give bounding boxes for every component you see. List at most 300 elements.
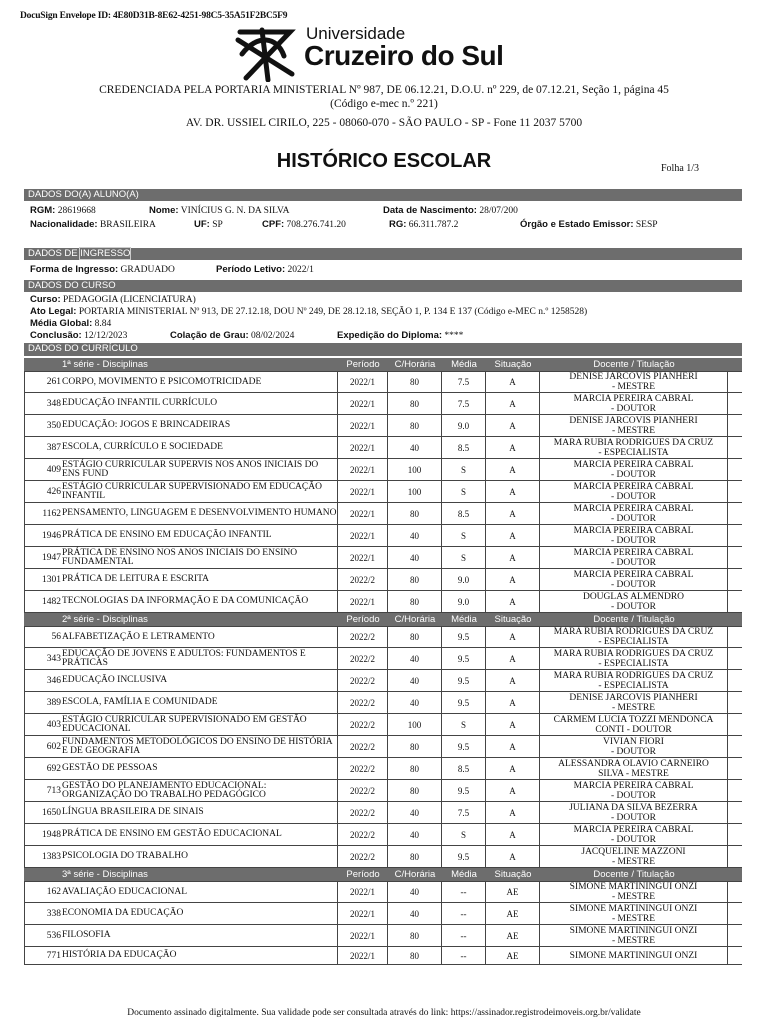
discipline-media: 9.5 [442,846,486,867]
discipline-media: 7.5 [442,393,486,414]
discipline-media: S [442,714,486,735]
table-row [24,569,742,591]
discipline-carga-horaria: 40 [388,903,442,924]
col-carga-horaria: C/Horária [394,359,436,370]
discipline-name: AVALIAÇÃO EDUCACIONAL [62,882,338,902]
discipline-periodo: 2022/1 [338,903,388,924]
discipline-carga-horaria: 100 [388,459,442,480]
series-title: 2ª série - Disciplinas [62,614,148,625]
nome-field [149,205,290,216]
media-global-field [30,318,111,329]
discipline-code: 261 [24,372,62,392]
emec-code: (Código e-mec n.º 221) [330,98,438,110]
docente-titulacao: - DOUTOR [611,579,656,590]
discipline-periodo: 2022/1 [338,925,388,946]
discipline-carga-horaria: 80 [388,503,442,524]
discipline-code: 387 [24,437,62,458]
section-curriculo-header: DADOS DO CURRÍCULO [24,343,742,356]
discipline-media: 9.5 [442,648,486,669]
discipline-name: GESTÃO DO PLANEJAMENTO EDUCACIONAL: ORGANIZAÇÃO DO TRABALHO PEDAGÓGICO [62,780,338,801]
discipline-docente [540,758,728,779]
table-row [24,736,742,758]
discipline-periodo: 2022/1 [338,393,388,414]
docente-name: JULIANA DA SILVA BEZERRA [569,802,698,813]
discipline-code: 350 [24,415,62,436]
colacao-label: Colação de Grau: [170,330,249,341]
discipline-situacao: A [486,372,540,392]
discipline-carga-horaria: 80 [388,846,442,867]
docente-name: CARMEM LUCIA TOZZI MENDONCA [553,714,714,725]
docente-name: MARCIA PEREIRA CABRAL [573,824,694,835]
discipline-docente [540,802,728,823]
discipline-periodo: 2022/1 [338,503,388,524]
ingresso-title-a: DADOS DE [28,248,81,259]
table-row [24,947,742,965]
uf-label: UF: [194,219,210,230]
series-header [24,613,742,626]
docente-name: ALESSANDRA OLAVIO CARNEIRO [558,758,709,769]
discipline-periodo: 2022/2 [338,846,388,867]
cpf-value: 708.276.741.20 [286,220,346,230]
discipline-carga-horaria: 40 [388,824,442,845]
discipline-media: 8.5 [442,758,486,779]
curso-field [30,294,196,305]
discipline-periodo: 2022/2 [338,627,388,647]
discipline-media: S [442,459,486,480]
col-periodo: Período [346,614,380,625]
discipline-name: GESTÃO DE PESSOAS [62,758,338,779]
discipline-situacao: AE [486,925,540,946]
discipline-carga-horaria: 40 [388,802,442,823]
discipline-media: 9.5 [442,670,486,691]
forma-value: GRADUADO [120,265,175,275]
ato-legal-field [30,306,587,317]
rgm-label: RGM: [30,205,56,216]
docente-titulacao: - DOUTOR [611,812,656,823]
discipline-docente [540,459,728,480]
table-row [24,626,742,648]
nacionalidade-label: Nacionalidade: [30,219,98,230]
discipline-situacao: A [486,670,540,691]
discipline-name: EDUCAÇÃO INFANTIL CURRÍCULO [62,393,338,414]
docente-name: DOUGLAS ALMENDRO [582,591,685,602]
discipline-code: 713 [24,780,62,801]
discipline-name: PRÁTICA DE LEITURA E ESCRITA [62,569,338,590]
discipline-media: -- [442,903,486,924]
discipline-periodo: 2022/1 [338,882,388,902]
media-global-label: Média Global: [30,318,93,329]
footer-signature-note: Documento assinado digitalmente. Sua validade pode ser consultada através do link: https://assinador.registrodeimoveis.org.br/validate [127,1008,641,1018]
col-docente: Docente / Titulação [593,359,675,370]
discipline-situacao: AE [486,903,540,924]
table-row [24,525,742,547]
discipline-docente [540,846,728,867]
discipline-carga-horaria: 80 [388,591,442,612]
discipline-docente [540,415,728,436]
discipline-name: ESCOLA, FAMÍLIA E COMUNIDADE [62,692,338,713]
expedicao-value: **** [444,331,464,341]
discipline-docente [540,714,728,735]
periodo-letivo-field [216,264,314,275]
discipline-docente [540,925,728,946]
discipline-situacao: A [486,692,540,713]
discipline-periodo: 2022/1 [338,481,388,502]
docente-name: MARA RUBIA RODRIGUES DA CRUZ [553,627,714,637]
discipline-docente [540,627,728,647]
discipline-situacao: A [486,627,540,647]
discipline-situacao: A [486,503,540,524]
discipline-carga-horaria: 100 [388,481,442,502]
table-row [24,758,742,780]
discipline-name: ESTÁGIO CURRICULAR SUPERVISIONADO EM GESTÃO EDUCACIONAL [62,714,338,735]
docente-titulacao: - MESTRE [611,382,655,392]
discipline-media: -- [442,882,486,902]
expedicao-label: Expedição do Diploma: [337,330,443,341]
discipline-code: 536 [24,925,62,946]
docente-titulacao: SILVA - MESTRE [598,768,669,779]
discipline-carga-horaria: 80 [388,758,442,779]
ato-value: PORTARIA MINISTERIAL Nº 913, DE 27.12.18, DOU Nº 249, DE 28.12.18, SEÇÃO 1, P. 134 E 137 (Código e-MEC n.º 1258528) [78,307,588,317]
table-row [24,802,742,824]
discipline-periodo: 2022/2 [338,714,388,735]
uf-value: SP [212,220,223,230]
docente-name: MARCIA PEREIRA CABRAL [573,780,694,791]
discipline-situacao: A [486,547,540,568]
discipline-situacao: A [486,758,540,779]
col-media: Média [451,359,477,370]
discipline-code: 1948 [24,824,62,845]
col-periodo: Período [346,359,380,370]
discipline-periodo: 2022/1 [338,459,388,480]
table-row [24,692,742,714]
docente-name: JACQUELINE MAZZONI [581,846,686,857]
discipline-name: PENSAMENTO, LINGUAGEM E DESENVOLVIMENTO HUMANO [62,503,338,524]
docente-titulacao: - DOUTOR [611,491,656,502]
docente-name: MARCIA PEREIRA CABRAL [573,481,694,492]
discipline-media: 8.5 [442,437,486,458]
discipline-situacao: A [486,481,540,502]
discipline-name: ESTÁGIO CURRICULAR SUPERVISIONADO EM EDUCAÇÃO INFANTIL [62,481,338,502]
discipline-periodo: 2022/2 [338,648,388,669]
discipline-periodo: 2022/1 [338,947,388,964]
docente-name: DENISE JARCOVIS PIANHERI [569,692,698,703]
discipline-code: 1162 [24,503,62,524]
university-name-small: Universidade [306,24,406,43]
discipline-periodo: 2022/2 [338,802,388,823]
discipline-name: EDUCAÇÃO: JOGOS E BRINCADEIRAS [62,415,338,436]
discipline-name: PRÁTICA DE ENSINO NOS ANOS INICIAIS DO ENSINO FUNDAMENTAL [62,547,338,568]
conclusao-label: Conclusão: [30,330,82,341]
discipline-carga-horaria: 80 [388,372,442,392]
discipline-media: 9.0 [442,591,486,612]
discipline-code: 1301 [24,569,62,590]
discipline-carga-horaria: 80 [388,736,442,757]
ato-label: Ato Legal: [30,306,77,317]
col-media: Média [451,614,477,625]
docente-titulacao: - ESPECIALISTA [598,658,669,669]
discipline-docente [540,372,728,392]
ingresso-title-b: INGRESSO [80,248,131,259]
discipline-code: 338 [24,903,62,924]
discipline-code: 1650 [24,802,62,823]
discipline-situacao: A [486,525,540,546]
docente-titulacao: - DOUTOR [611,601,656,612]
docente-name: SIMONE MARTININGUI ONZI [569,882,698,892]
discipline-docente [540,780,728,801]
discipline-carga-horaria: 80 [388,780,442,801]
discipline-carga-horaria: 40 [388,525,442,546]
discipline-situacao: A [486,437,540,458]
rgm-value: 28619668 [57,206,96,216]
discipline-media: 7.5 [442,802,486,823]
conclusao-value: 12/12/2023 [84,331,128,341]
forma-ingresso-field [30,264,175,275]
document-title: HISTÓRICO ESCOLAR [276,150,492,172]
col-situacao: Situação [494,869,532,880]
discipline-docente [540,692,728,713]
discipline-code: 403 [24,714,62,735]
discipline-media: S [442,481,486,502]
table-row [24,371,742,393]
discipline-periodo: 2022/1 [338,547,388,568]
discipline-periodo: 2022/2 [338,780,388,801]
page-number: Folha 1/3 [661,163,700,174]
periodo-value: 2022/1 [287,265,314,275]
curso-label: Curso: [30,294,61,305]
discipline-carga-horaria: 40 [388,670,442,691]
periodo-label: Período Letivo: [216,264,286,275]
table-row [24,393,742,415]
col-situacao: Situação [494,614,532,625]
discipline-code: 1482 [24,591,62,612]
address-line: AV. DR. USSIEL CIRILO, 225 - 08060-070 - SÃO PAULO - SP - Fone 11 2037 5700 [185,117,583,129]
docente-name: MARCIA PEREIRA CABRAL [573,459,694,470]
docente-titulacao: - DOUTOR [611,746,656,757]
docente-titulacao: - MESTRE [611,892,655,902]
docente-name: DENISE JARCOVIS PIANHERI [569,415,698,426]
discipline-situacao: A [486,802,540,823]
discipline-docente [540,525,728,546]
cpf-field [262,219,346,230]
orgao-label: Órgão e Estado Emissor: [520,219,634,230]
col-situacao: Situação [494,359,532,370]
discipline-situacao: A [486,648,540,669]
discipline-situacao: A [486,393,540,414]
discipline-code: 1383 [24,846,62,867]
docente-titulacao: - DOUTOR [611,513,656,524]
discipline-docente [540,947,728,964]
docente-name: VIVIAN FIORI [603,736,664,747]
discipline-media: S [442,525,486,546]
orgao-value: SESP [635,220,658,230]
docente-titulacao: - MESTRE [611,856,655,867]
table-row [24,547,742,569]
discipline-carga-horaria: 40 [388,692,442,713]
docente-name: MARA RUBIA RODRIGUES DA CRUZ [553,670,714,681]
discipline-name: ESTÁGIO CURRICULAR SUPERVIS NOS ANOS INICIAIS DO ENS FUND [62,459,338,480]
discipline-carga-horaria: 100 [388,714,442,735]
discipline-name: PSICOLOGIA DO TRABALHO [62,846,338,867]
table-row [24,925,742,947]
col-docente: Docente / Titulação [593,614,675,625]
col-carga-horaria: C/Horária [394,869,436,880]
discipline-code: 56 [24,627,62,647]
table-row [24,780,742,802]
discipline-code: 1947 [24,547,62,568]
discipline-name: ESCOLA, CURRÍCULO E SOCIEDADE [62,437,338,458]
discipline-name: HISTÓRIA DA EDUCAÇÃO [62,947,338,964]
discipline-periodo: 2022/1 [338,591,388,612]
discipline-periodo: 2022/2 [338,758,388,779]
rg-field [389,219,458,230]
discipline-name: CORPO, MOVIMENTO E PSICOMOTRICIDADE [62,372,338,392]
discipline-carga-horaria: 40 [388,547,442,568]
table-row [24,824,742,846]
discipline-name: ALFABETIZAÇÃO E LETRAMENTO [62,627,338,647]
table-row [24,714,742,736]
orgao-field [520,219,658,230]
discipline-periodo: 2022/2 [338,736,388,757]
col-periodo: Período [346,869,380,880]
colacao-field [170,330,294,341]
discipline-code: 602 [24,736,62,757]
discipline-code: 346 [24,670,62,691]
discipline-docente [540,393,728,414]
discipline-media: 9.0 [442,415,486,436]
discipline-name: PRÁTICA DE ENSINO EM EDUCAÇÃO INFANTIL [62,525,338,546]
discipline-situacao: AE [486,882,540,902]
discipline-docente [540,547,728,568]
discipline-media: 8.5 [442,503,486,524]
discipline-periodo: 2022/1 [338,372,388,392]
discipline-docente [540,591,728,612]
table-row [24,481,742,503]
table-row [24,591,742,613]
discipline-carga-horaria: 40 [388,648,442,669]
docente-titulacao: CONTI - DOUTOR [595,724,672,735]
docente-titulacao: - DOUTOR [611,790,656,801]
docente-name: SIMONE MARTININGUI ONZI [569,950,698,961]
discipline-docente [540,569,728,590]
discipline-periodo: 2022/1 [338,415,388,436]
docente-titulacao: - MESTRE [611,913,655,924]
discipline-docente [540,481,728,502]
discipline-media: 9.5 [442,692,486,713]
docente-titulacao: - DOUTOR [611,403,656,414]
discipline-periodo: 2022/1 [338,525,388,546]
discipline-code: 162 [24,882,62,902]
table-row [24,437,742,459]
discipline-name: ECONOMIA DA EDUCAÇÃO [62,903,338,924]
discipline-docente [540,437,728,458]
curso-value: PEDAGOGIA (LICENCIATURA) [63,295,196,305]
docente-name: MARCIA PEREIRA CABRAL [573,547,694,558]
curriculum-table [24,358,742,965]
discipline-code: 771 [24,947,62,964]
discipline-docente [540,882,728,902]
colacao-value: 08/02/2024 [251,331,295,341]
docente-titulacao: - ESPECIALISTA [598,637,669,647]
discipline-situacao: A [486,846,540,867]
university-name-brand: Cruzeiro do Sul [304,40,504,71]
docente-titulacao: - ESPECIALISTA [598,447,669,458]
discipline-carga-horaria: 80 [388,569,442,590]
discipline-name: LÍNGUA BRASILEIRA DE SINAIS [62,802,338,823]
discipline-media: 7.5 [442,372,486,392]
rgm-field [30,205,96,216]
discipline-periodo: 2022/1 [338,437,388,458]
discipline-docente [540,903,728,924]
table-row [24,648,742,670]
credential-line: CREDENCIADA PELA PORTARIA MINISTERIAL Nº 987, DE 06.12.21, D.O.U. nº 229, de 07.12.21, Seção 1, página 45 [99,84,669,96]
table-row [24,846,742,868]
docente-titulacao: - DOUTOR [611,469,656,480]
discipline-situacao: A [486,459,540,480]
table-row [24,881,742,903]
nacionalidade-field [30,219,156,230]
col-media: Média [451,869,477,880]
discipline-name: FILOSOFIA [62,925,338,946]
discipline-situacao: A [486,591,540,612]
discipline-code: 389 [24,692,62,713]
nome-label: Nome: [149,205,179,216]
rg-value: 66.311.787.2 [408,220,459,230]
discipline-media: 9.5 [442,780,486,801]
section-curso-header: DADOS DO CURSO [24,280,742,292]
discipline-media: -- [442,925,486,946]
discipline-code: 426 [24,481,62,502]
docente-name: MARA RUBIA RODRIGUES DA CRUZ [553,648,714,659]
media-global-value: 8.84 [94,319,112,329]
discipline-media: S [442,824,486,845]
discipline-code: 409 [24,459,62,480]
discipline-carga-horaria: 40 [388,882,442,902]
docente-titulacao: - DOUTOR [611,834,656,845]
discipline-media: 9.5 [442,627,486,647]
discipline-situacao: AE [486,947,540,964]
discipline-name: PRÁTICA DE ENSINO EM GESTÃO EDUCACIONAL [62,824,338,845]
discipline-situacao: A [486,569,540,590]
docente-titulacao: - DOUTOR [611,535,656,546]
docusign-envelope-id: DocuSign Envelope ID: 4E80D31B-8E62-4251-98C5-35A51F2BC5F9 [20,11,288,21]
discipline-situacao: A [486,780,540,801]
series-header [24,358,742,371]
discipline-code: 692 [24,758,62,779]
col-docente: Docente / Titulação [593,869,675,880]
discipline-carga-horaria: 80 [388,627,442,647]
section-aluno-header: DADOS DO(A) ALUNO(A) [24,189,742,201]
discipline-periodo: 2022/2 [338,670,388,691]
cpf-label: CPF: [262,219,285,230]
docente-name: MARA RUBIA RODRIGUES DA CRUZ [553,437,714,448]
series-header [24,868,742,881]
discipline-situacao: A [486,714,540,735]
discipline-docente [540,736,728,757]
docente-name: MARCIA PEREIRA CABRAL [573,569,694,580]
discipline-carga-horaria: 40 [388,437,442,458]
docente-titulacao: - ESPECIALISTA [598,680,669,691]
discipline-situacao: A [486,415,540,436]
series-title: 1ª série - Disciplinas [62,359,148,370]
table-row [24,503,742,525]
discipline-situacao: A [486,824,540,845]
discipline-code: 343 [24,648,62,669]
discipline-periodo: 2022/2 [338,569,388,590]
discipline-name: EDUCAÇÃO INCLUSIVA [62,670,338,691]
discipline-docente [540,503,728,524]
discipline-name: TECNOLOGIAS DA INFORMAÇÃO E DA COMUNICAÇÃO [62,591,338,612]
nascimento-field [383,205,518,216]
